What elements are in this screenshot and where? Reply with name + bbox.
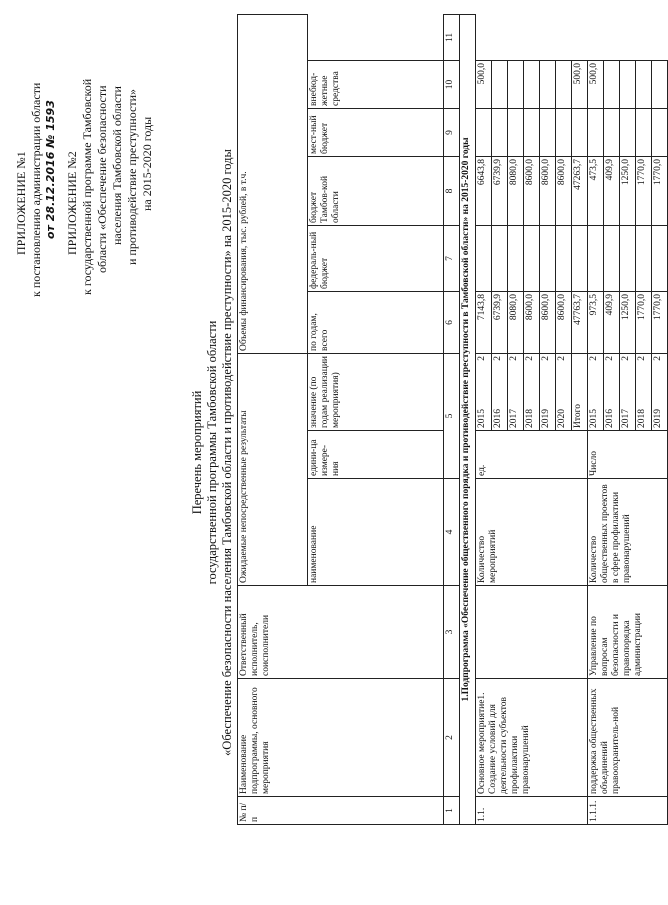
header-fund-regional: бюджет Тамбов-кой области bbox=[308, 156, 444, 225]
measures-table bbox=[237, 14, 668, 825]
extra-cell bbox=[620, 60, 636, 108]
row-responsible: Управление по вопросам безопасности и правопорядка администрации bbox=[588, 586, 668, 679]
doc-title-line-2: государственной программы Тамбовской области bbox=[205, 320, 219, 585]
appendix2-line-5: на 2015-2020 годы bbox=[140, 116, 154, 211]
row-num: 1.1. bbox=[476, 797, 588, 825]
total-cell: 8600,0 bbox=[556, 291, 572, 353]
regional-cell: 8600,0 bbox=[540, 156, 556, 225]
year-cell: 2017 2 bbox=[620, 353, 636, 430]
federal-cell bbox=[572, 225, 588, 291]
appendix1-title: ПРИЛОЖЕНИЕ №1 bbox=[14, 151, 28, 255]
appendix2-line-2: области «Обеспечение безопасности bbox=[95, 85, 109, 273]
federal-cell bbox=[476, 225, 492, 291]
regional-cell: 8080,0 bbox=[508, 156, 524, 225]
col-number: 10 bbox=[444, 60, 460, 108]
extra-cell bbox=[524, 60, 540, 108]
table-row bbox=[476, 14, 492, 824]
extra-cell bbox=[636, 60, 652, 108]
federal-cell bbox=[492, 225, 508, 291]
local-cell bbox=[572, 108, 588, 156]
col-number: 8 bbox=[444, 156, 460, 225]
extra-cell bbox=[652, 60, 668, 108]
col-number: 2 bbox=[444, 679, 460, 797]
appendix1-subtitle: к постановлению администрации области bbox=[29, 82, 43, 297]
local-cell bbox=[540, 108, 556, 156]
header-result-value: значение (по годам реализации мероприятия) bbox=[308, 353, 444, 430]
row-result-unit: ед. bbox=[476, 431, 588, 479]
federal-cell bbox=[556, 225, 572, 291]
header-result-unit: едини-ца измере-ния bbox=[308, 431, 444, 479]
appendix2-line-4: и противодействие преступности» bbox=[125, 88, 139, 265]
regional-cell: 1770,0 bbox=[636, 156, 652, 225]
header-num: № п/п bbox=[238, 797, 444, 825]
year-cell: 2019 2 bbox=[652, 353, 668, 430]
federal-cell bbox=[636, 225, 652, 291]
local-cell bbox=[476, 108, 492, 156]
total-cell: 6739,9 bbox=[492, 291, 508, 353]
header-fund-extra: внебюд-жетные средства bbox=[308, 60, 444, 108]
regional-cell: 473,5 bbox=[588, 156, 604, 225]
federal-cell bbox=[652, 225, 668, 291]
col-number: 6 bbox=[444, 291, 460, 353]
total-cell: 8080,0 bbox=[508, 291, 524, 353]
total-cell: 973,5 bbox=[588, 291, 604, 353]
regional-cell: 6643,8 bbox=[476, 156, 492, 225]
header-responsible: Ответственный исполнитель, соисполнители bbox=[238, 586, 444, 679]
header-fund-local: мест-ный бюджет bbox=[308, 108, 444, 156]
federal-cell bbox=[620, 225, 636, 291]
col-number: 7 bbox=[444, 225, 460, 291]
year-cell: 2015 2 bbox=[476, 353, 492, 430]
local-cell bbox=[492, 108, 508, 156]
year-cell: 2018 2 bbox=[636, 353, 652, 430]
extra-cell bbox=[540, 60, 556, 108]
total-cell: 1770,0 bbox=[636, 291, 652, 353]
regional-cell: 6739,9 bbox=[492, 156, 508, 225]
row-result-name: Количество мероприятий bbox=[476, 479, 588, 586]
appendix2-title: ПРИЛОЖЕНИЕ №2 bbox=[65, 151, 79, 255]
doc-title-line-3: «Обеспечение безопасности населения Тамбовской области и противодействие преступности» на 2015-2020 годы bbox=[220, 149, 234, 756]
total-cell: 47763,7 bbox=[572, 291, 588, 353]
extra-cell bbox=[604, 60, 620, 108]
federal-cell bbox=[508, 225, 524, 291]
header-name: Наименование подпрограммы, основного мероприятия bbox=[238, 679, 444, 797]
local-cell bbox=[524, 108, 540, 156]
extra-cell bbox=[556, 60, 572, 108]
extra-cell: 500,0 bbox=[588, 60, 604, 108]
row-num: 1.1.1. bbox=[588, 797, 668, 825]
col-number: 11 bbox=[444, 14, 460, 60]
subprogram-row bbox=[460, 14, 476, 824]
col-number: 3 bbox=[444, 586, 460, 679]
row-responsible bbox=[476, 586, 588, 679]
year-cell: 2015 2 bbox=[588, 353, 604, 430]
regional-cell: 8600,0 bbox=[556, 156, 572, 225]
federal-cell bbox=[540, 225, 556, 291]
local-cell bbox=[508, 108, 524, 156]
total-label: Итого bbox=[572, 353, 588, 430]
federal-cell bbox=[604, 225, 620, 291]
local-cell bbox=[620, 108, 636, 156]
table-row bbox=[588, 14, 604, 824]
appendix1-handwritten-date: от 28.12.2016 № 1593 bbox=[44, 100, 57, 239]
col-number: 4 bbox=[444, 479, 460, 586]
header-expected-results: Ожидаемые непосредственные результаты bbox=[238, 353, 308, 585]
local-cell bbox=[556, 108, 572, 156]
appendix2-line-1: к государственной программе Тамбовской bbox=[80, 78, 94, 295]
regional-cell: 409,9 bbox=[604, 156, 620, 225]
regional-cell: 1250,0 bbox=[620, 156, 636, 225]
total-cell: 409,9 bbox=[604, 291, 620, 353]
year-cell: 2019 2 bbox=[540, 353, 556, 430]
header-result-name: наименование bbox=[308, 479, 444, 586]
row-name: поддержка общественных объединений правоохранитель-ной bbox=[588, 679, 668, 797]
header-fund-federal: федераль-ный бюджет bbox=[308, 225, 444, 291]
column-number-row bbox=[444, 14, 460, 824]
header-funding: Объемы финансирования, тыс. рублей, в т.ч. bbox=[238, 14, 308, 353]
local-cell bbox=[636, 108, 652, 156]
row-name: Основное мероприятие1. Создание условий для деятельности субъектов профилактики правонарушений bbox=[476, 679, 588, 797]
col-number: 9 bbox=[444, 108, 460, 156]
total-cell: 8600,0 bbox=[540, 291, 556, 353]
col-number: 5 bbox=[444, 353, 460, 478]
table-header-row-1 bbox=[238, 14, 308, 824]
year-cell: 2018 2 bbox=[524, 353, 540, 430]
federal-cell bbox=[524, 225, 540, 291]
federal-cell bbox=[588, 225, 604, 291]
regional-cell: 47263,7 bbox=[572, 156, 588, 225]
header-fund-total: по годам, всего bbox=[308, 291, 444, 353]
row-result-name: Количество общественных проектов в сфере профилактики правонарушений bbox=[588, 479, 668, 586]
year-cell: 2020 2 bbox=[556, 353, 572, 430]
col-number: 1 bbox=[444, 797, 460, 825]
doc-title-line-1: Перечень мероприятий bbox=[190, 390, 204, 515]
appendix2-line-3: населения Тамбовской области bbox=[110, 86, 124, 245]
extra-cell bbox=[508, 60, 524, 108]
local-cell bbox=[588, 108, 604, 156]
year-cell: 2016 2 bbox=[492, 353, 508, 430]
total-cell: 7143,8 bbox=[476, 291, 492, 353]
total-cell: 1250,0 bbox=[620, 291, 636, 353]
local-cell bbox=[604, 108, 620, 156]
regional-cell: 8600,0 bbox=[524, 156, 540, 225]
extra-cell bbox=[492, 60, 508, 108]
row-result-unit: Число bbox=[588, 431, 668, 479]
total-cell: 1770,0 bbox=[652, 291, 668, 353]
regional-cell: 1770,0 bbox=[652, 156, 668, 225]
year-cell: 2017 2 bbox=[508, 353, 524, 430]
subprogram-title: 1.Подпрограмма «Обеспечение общественного порядка и противодействие преступности в Тамбовской области» на 2015-2020 годы bbox=[460, 14, 476, 824]
extra-cell: 500,0 bbox=[572, 60, 588, 108]
local-cell bbox=[652, 108, 668, 156]
extra-cell: 500,0 bbox=[476, 60, 492, 108]
year-cell: 2016 2 bbox=[604, 353, 620, 430]
total-cell: 8600,0 bbox=[524, 291, 540, 353]
